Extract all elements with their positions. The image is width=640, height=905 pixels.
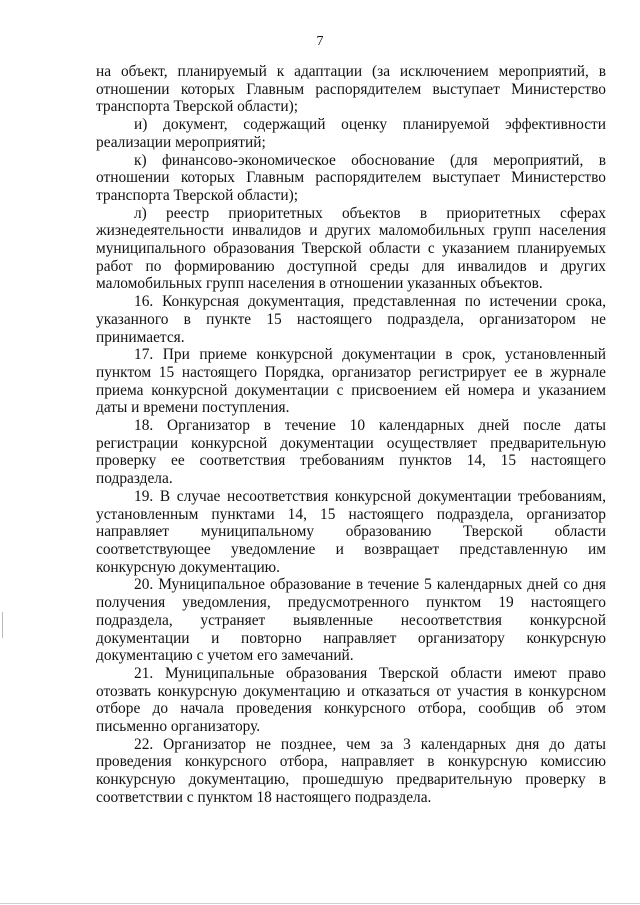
list-item-k: к) финансово-экономическое обоснование (для мероприятий, в отношении которых Главным распорядителем выступает Министерство транспорта Тверской области); [96, 151, 606, 204]
clause-22: 22. Организатор не позднее, чем за 3 календарных дня до даты проведения конкурсного отбора, направляет в конкурсную комиссию конкурсную документацию, прошедшую предварительную проверку в соответствии с пунктом 18 настоящего подраздела. [96, 735, 606, 806]
clause-17: 17. При приеме конкурсной документации в срок, установленный пунктом 15 настоящего Порядка, организатор регистрирует ее в журнале приема конкурсной документации с присвоением ей номера и указанием даты и времени поступления. [96, 346, 606, 417]
scan-artifact-mark [2, 612, 3, 638]
paragraph-continuation: на объект, планируемый к адаптации (за исключением мероприятий, в отношении которых Главным распорядителем выступает Министерство транспорта Тверской области); [96, 63, 606, 116]
clause-18: 18. Организатор в течение 10 календарных дней после даты регистрации конкурсной документации осуществляет предварительную проверку ее соответствия требованиям пунктов 14, 15 настоящего подраздела. [96, 417, 606, 488]
list-item-l: л) реестр приоритетных объектов в приоритетных сферах жизнедеятельности инвалидов и других маломобильных групп населения муниципального образования Тверской области с указанием планируемых работ по формированию доступной среды для инвалидов и других маломобильных групп населения в отношении указанных объектов. [96, 204, 606, 293]
document-body [96, 63, 606, 807]
page-bottom-edge [0, 903, 640, 904]
list-item-i: и) документ, содержащий оценку планируемой эффективности реализации мероприятий; [96, 116, 606, 151]
clause-16: 16. Конкурсная документация, представленная по истечении срока, указанного в пункте 15 настоящего подраздела, организатором не принимается. [96, 293, 606, 346]
clause-21: 21. Муниципальные образования Тверской области имеют право отозвать конкурсную документацию и отказаться от участия в конкурсном отборе до начала проведения конкурсного отбора, сообщив об этом письменно организатору. [96, 664, 606, 736]
page-number: 7 [316, 34, 324, 49]
clause-20: 20. Муниципальное образование в течение 5 календарных дней со дня получения уведомления, предусмотренного пунктом 19 настоящего подраздела, устраняет выявленные несоответствия конкурсной документации и повторно направляет организатору конкурсную документацию с учетом его замечаний. [96, 576, 606, 665]
clause-19: 19. В случае несоответствия конкурсной документации требованиям, установленным пунктами 14, 15 настоящего подраздела, организатор направляет муниципальному образованию Тверской области соответствующее уведомление и возвращает представленную им конкурсную документацию. [96, 487, 606, 576]
